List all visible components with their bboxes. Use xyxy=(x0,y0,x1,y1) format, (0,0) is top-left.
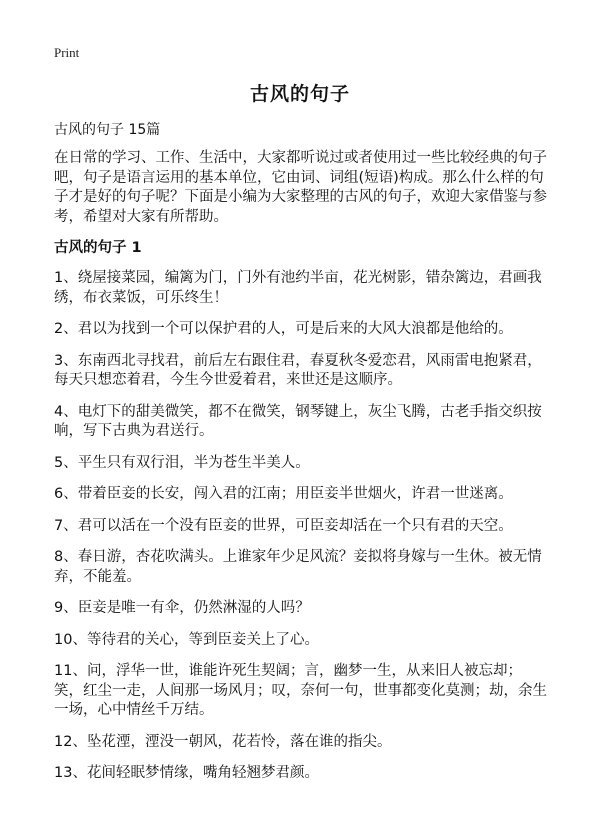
article-subtitle: 古风的句子 15篇 xyxy=(54,122,161,138)
sentence-item: 1、绕屋接菜园，编篱为门，门外有池约半亩，花光树影，错杂篱边，君画我绣，布衣菜饭，可乐终生！ xyxy=(54,270,542,306)
article-body xyxy=(54,120,550,796)
sentence-item: 11、问，浮华一世，谁能许死生契阔；言，幽梦一生，从来旧人被忘却；笑，红尘一走，人间那一场风月；叹，奈何一句，世事都变化莫测；劫，余生一场，心中情丝千万结。 xyxy=(54,663,547,718)
sentence-item: 8、春日游，杏花吹满头。上谁家年少足风流？妾拟将身嫁与一生休。被无情弃，不能羞。 xyxy=(54,549,542,585)
intro-paragraph: 在日常的学习、工作、生活中，大家都听说过或者使用过一些比较经典的句子吧，句子是语言运用的基本单位，它由词、词组(短语)构成。那么什么样的句子才是好的句子呢？下面是小编为大家整理的古风的句子，欢迎大家借鉴与参考，希望对大家有所帮助。 xyxy=(54,150,547,225)
sentence-item: 3、东南西北寻找君，前后左右跟住君，春夏秋冬爱恋君，风雨雷电抱紧君，每天只想恋着君，今生今世爱着君，来世还是这顺序。 xyxy=(54,352,542,388)
print-link[interactable]: Print xyxy=(54,45,80,60)
sentence-item: 4、电灯下的甜美微笑，都不在微笑，钢琴键上，灰尘飞腾，古老手指交织按响，写下古典为君送行。 xyxy=(54,403,542,439)
sentence-item: 12、坠花湮，湮没一朝风，花若怜，落在谁的指尖。 xyxy=(54,733,392,750)
sentence-item: 6、带着臣妾的长安，闯入君的江南；用臣妾半世烟火，许君一世迷离。 xyxy=(54,486,513,502)
page-title: 古风的句子 xyxy=(249,83,350,105)
sentence-item: 10、等待君的关心，等到臣妾关上了心。 xyxy=(54,631,319,648)
section-heading: 古风的句子 1 xyxy=(54,240,142,256)
sentence-list xyxy=(54,269,550,784)
sentence-item: 2、君以为找到一个可以保护君的人，可是后来的大风大浪都是他给的。 xyxy=(54,321,513,337)
sentence-item: 7、君可以活在一个没有臣妾的世界，可臣妾却活在一个只有君的天空。 xyxy=(54,517,513,534)
sentence-item: 13、花间轻眠梦情缘，嘴角轻翘梦君颜。 xyxy=(54,765,319,781)
sentence-item: 9、臣妾是唯一有伞，仍然淋湿的人吗？ xyxy=(54,600,310,616)
sentence-item: 5、平生只有双行泪，半为苍生半美人。 xyxy=(54,454,310,471)
